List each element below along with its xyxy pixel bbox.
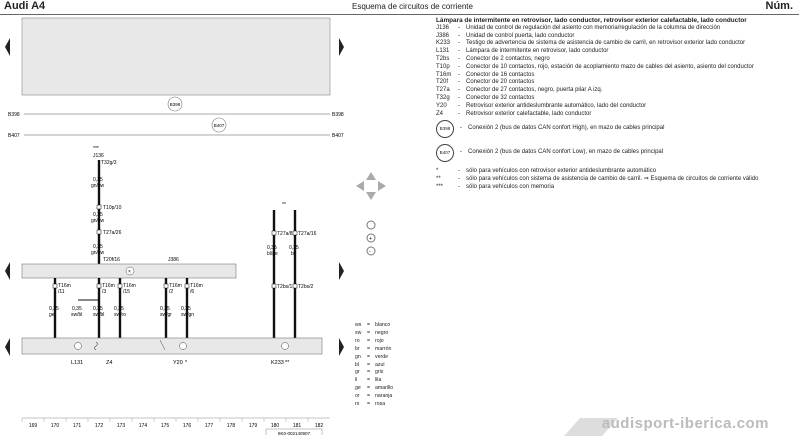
bus-node-b407-label: B407 bbox=[213, 123, 225, 128]
legend-item-desc: Conector de 32 contactos bbox=[466, 94, 535, 101]
color-abbr: bl bbox=[355, 361, 360, 368]
t16m-num: /3 bbox=[102, 289, 107, 295]
w3-size: 0,35 bbox=[93, 244, 103, 250]
legend-item-code: Z4 bbox=[436, 110, 444, 117]
color-code-row bbox=[355, 377, 393, 385]
nav-left-icon[interactable] bbox=[356, 181, 364, 191]
k233-label: K233 bbox=[271, 360, 284, 366]
watermark: audisport-iberica.com bbox=[601, 415, 769, 432]
legend-item bbox=[436, 103, 796, 111]
connection-circle: B407 bbox=[436, 144, 454, 162]
scale-label: 171 bbox=[72, 423, 82, 429]
w1-color: gn/sw bbox=[91, 183, 105, 189]
t16m-num: /11 bbox=[58, 289, 65, 295]
k-note: ** bbox=[282, 202, 286, 208]
column-scale bbox=[22, 418, 323, 429]
bus-label-left-b398: B398 bbox=[8, 112, 20, 118]
color-name: azul bbox=[375, 361, 385, 368]
scroll-right-icon-2[interactable] bbox=[339, 262, 344, 280]
color-code-table bbox=[355, 322, 393, 409]
k233-star: ** bbox=[285, 360, 290, 366]
legend-item-dash: - bbox=[458, 102, 460, 109]
t16m-size: 0,35 bbox=[93, 306, 103, 312]
scale-label: 180 bbox=[270, 423, 280, 429]
color-name: verde bbox=[375, 353, 388, 360]
legend-item-dash: - bbox=[458, 63, 460, 70]
w3-color: gn/sw bbox=[91, 250, 105, 256]
t2bs-1-label: T2bs/1 bbox=[277, 284, 293, 290]
color-eq: = bbox=[367, 393, 371, 400]
brand-title: Audi A4 bbox=[4, 0, 46, 12]
legend-item-dash: - bbox=[458, 40, 460, 47]
scroll-right-icon[interactable] bbox=[339, 38, 344, 56]
j136-label: J136 bbox=[93, 153, 104, 159]
legend-item-code: L131 bbox=[436, 48, 450, 55]
scroll-left-icon[interactable] bbox=[5, 38, 10, 56]
legend-item-desc: Unidad de control puerta, lado conductor bbox=[466, 32, 575, 39]
bus-label-right-b398: B398 bbox=[332, 112, 344, 118]
legend-item-desc: Conector de 27 contactos, negro, puerta pilar A izq. bbox=[466, 87, 603, 94]
legend-item-code: T10p bbox=[436, 63, 450, 70]
nav-down-icon[interactable] bbox=[366, 192, 376, 200]
legend-item bbox=[436, 25, 796, 33]
t2bs-2-connector bbox=[293, 284, 297, 288]
legend-item-code: T32g bbox=[436, 94, 450, 101]
nav-right-icon[interactable] bbox=[378, 181, 386, 191]
legend-item-dash: - bbox=[458, 71, 460, 78]
legend-item-dash: - bbox=[458, 94, 460, 101]
legend-item-dash: - bbox=[458, 87, 460, 94]
color-eq: = bbox=[367, 345, 371, 352]
scale-label: 169 bbox=[28, 423, 38, 429]
t20f-label: T20f/16 bbox=[103, 257, 120, 263]
t16m-connector bbox=[53, 284, 57, 288]
j136-note: *** bbox=[93, 146, 99, 152]
y20-label: Y20 bbox=[173, 360, 183, 366]
t27a-26-connector bbox=[97, 230, 101, 234]
legend-note-desc: sólo para vehículos con memoria bbox=[466, 183, 555, 190]
ext-pin-size: 0,35 bbox=[72, 306, 82, 312]
legend-note-dash: - bbox=[458, 168, 460, 175]
t16m-size: 0,35 bbox=[181, 306, 191, 312]
legend-note bbox=[436, 176, 796, 184]
t16m-size: 0,35 bbox=[160, 306, 170, 312]
zoom-in-plus: + bbox=[369, 236, 372, 242]
t16m-connector bbox=[97, 284, 101, 288]
color-name: marrón bbox=[375, 345, 392, 352]
scale-label: 179 bbox=[248, 423, 258, 429]
t27a-26-label: T27a/26 bbox=[103, 230, 122, 236]
color-code-row bbox=[355, 369, 393, 377]
legend-item-dash: - bbox=[458, 55, 460, 62]
t16m-color: sw/gr bbox=[160, 312, 172, 318]
t16m-connector bbox=[118, 284, 122, 288]
legend-item bbox=[436, 79, 796, 87]
color-code-row bbox=[355, 330, 393, 338]
t16m-size: 0,35 bbox=[49, 306, 59, 312]
legend-notes bbox=[436, 168, 796, 191]
color-abbr: br bbox=[355, 345, 360, 352]
legend-items bbox=[436, 25, 796, 119]
legend-connection-desc: Conexión 2 (bus de datos CAN confort Low), en mazo de cables principal bbox=[468, 149, 664, 156]
legend-note-code: ** bbox=[436, 176, 441, 183]
color-code-row bbox=[355, 346, 393, 354]
page-title: Esquema de circuitos de corriente bbox=[352, 2, 473, 11]
legend-item-code: Y20 bbox=[436, 102, 447, 109]
legend-panel bbox=[436, 17, 796, 192]
legend-item-code: J136 bbox=[436, 24, 450, 31]
legend-item-code: T27a bbox=[436, 87, 450, 94]
legend-item bbox=[436, 48, 796, 56]
scale-label: 172 bbox=[94, 423, 104, 429]
legend-item-dash: - bbox=[458, 79, 460, 86]
legend-item bbox=[436, 111, 796, 119]
color-name: amarillo bbox=[375, 385, 394, 392]
color-code-row bbox=[355, 322, 393, 330]
scale-label: 177 bbox=[204, 423, 214, 429]
legend-item-dash: - bbox=[458, 110, 460, 117]
color-name: blanco bbox=[375, 322, 391, 328]
w2-color: gn/sw bbox=[91, 218, 105, 224]
t16m-size: 0,35 bbox=[114, 306, 124, 312]
color-abbr: ro bbox=[355, 337, 360, 344]
w2-size: 0,35 bbox=[93, 212, 103, 218]
scale-label: 181 bbox=[292, 423, 302, 429]
legend-item-code: T16m bbox=[436, 71, 452, 78]
zoom-icon[interactable] bbox=[367, 221, 375, 229]
t16m-pin-group bbox=[49, 278, 203, 338]
t16m-name: T16m bbox=[190, 283, 203, 289]
color-code-row bbox=[355, 385, 393, 393]
color-abbr: ge bbox=[355, 385, 361, 392]
bus-label-right-b407: B407 bbox=[332, 133, 344, 139]
header-bar bbox=[0, 0, 799, 15]
t2bs-1-connector bbox=[272, 284, 276, 288]
t16m-name: T16m bbox=[102, 283, 115, 289]
legend-item-desc: Conector de 20 contactos bbox=[466, 79, 535, 86]
scroll-left-icon-2[interactable] bbox=[5, 262, 10, 280]
color-code-row bbox=[355, 354, 393, 362]
w4-size: 0,35 bbox=[267, 245, 277, 251]
scale-label: 178 bbox=[226, 423, 236, 429]
t16m-name: T16m bbox=[58, 283, 71, 289]
t16m-name: T16m bbox=[123, 283, 136, 289]
color-name: rojo bbox=[375, 337, 384, 344]
legend-item bbox=[436, 40, 796, 48]
legend-title: Lámpara de intermitente en retrovisor, lado conductor, retrovisor exterior calefactable, lado conductor bbox=[436, 17, 747, 24]
color-eq: = bbox=[367, 377, 371, 384]
t16m-num: /15 bbox=[123, 289, 130, 295]
legend-item bbox=[436, 87, 796, 95]
color-code-row bbox=[355, 401, 393, 409]
component-bar bbox=[22, 338, 322, 354]
t16m-connector bbox=[164, 284, 168, 288]
w1-size: 0,35 bbox=[93, 177, 103, 183]
legend-item-dash: - bbox=[458, 32, 460, 39]
legend-circles bbox=[436, 120, 796, 162]
j136-pin: T32g/3 bbox=[101, 160, 117, 166]
j386-cross-icon: × bbox=[128, 269, 131, 275]
legend-item-code: T20f bbox=[436, 79, 449, 86]
legend-item-desc: Testigo de advertencia de sistema de asistencia de cambio de carril, en retrovisor exterior lado conductor bbox=[466, 40, 746, 47]
color-name: naranja bbox=[375, 393, 393, 400]
legend-note-desc: sólo para vehículos con retrovisor exterior antideslumbrante automático bbox=[466, 168, 657, 175]
zoom-out-minus: - bbox=[369, 249, 371, 255]
scroll-left-icon-3[interactable] bbox=[5, 338, 10, 356]
color-abbr: gr bbox=[355, 369, 360, 376]
j386-label: J386 bbox=[168, 257, 179, 263]
color-abbr: ws bbox=[355, 322, 362, 328]
t16m-color: ge bbox=[49, 312, 55, 318]
color-abbr: or bbox=[355, 393, 360, 400]
connection-circle: B398 bbox=[436, 120, 454, 138]
color-eq: = bbox=[367, 385, 371, 392]
legend-item-code: J386 bbox=[436, 32, 450, 39]
color-code-row bbox=[355, 393, 393, 401]
legend-item bbox=[436, 95, 796, 103]
color-abbr: gn bbox=[355, 353, 361, 360]
t16m-name: T16m bbox=[169, 283, 182, 289]
legend-connection-dash: - bbox=[460, 125, 462, 132]
legend-item-desc: Conector de 10 contactos, rojo, estación de acoplamiento mazo de cables del asiento, asiento del conductor bbox=[466, 63, 754, 70]
z4-label: Z4 bbox=[106, 360, 113, 366]
w5-color: br bbox=[291, 251, 296, 257]
legend-note-code: *** bbox=[436, 183, 444, 190]
t16m-connector bbox=[185, 284, 189, 288]
t27a-8-connector bbox=[272, 231, 276, 235]
scroll-right-icon-3[interactable] bbox=[339, 338, 344, 356]
t16m-color: sw/ro bbox=[114, 312, 126, 318]
color-abbr: sw bbox=[355, 329, 362, 336]
legend-connection bbox=[436, 144, 796, 162]
t10p-connector bbox=[97, 205, 101, 209]
scale-label: 176 bbox=[182, 423, 192, 429]
legend-item-desc: Conector de 16 contactos bbox=[466, 71, 535, 78]
legend-item bbox=[436, 72, 796, 80]
legend-note-code: * bbox=[436, 168, 439, 175]
legend-item-code: T2bs bbox=[436, 55, 450, 62]
legend-item-desc: Conector de 2 contactos, negro bbox=[466, 55, 550, 62]
legend-item-desc: Lámpara de intermitente en retrovisor, lado conductor bbox=[466, 48, 609, 55]
legend-item-desc: Unidad de control de regulación del asiento con memoria/regulación de la columna de dirección bbox=[466, 24, 721, 31]
legend-note bbox=[436, 168, 796, 176]
t16m-color: sw/gn bbox=[181, 312, 195, 318]
color-name: negro bbox=[375, 329, 389, 336]
number-label: Núm. bbox=[765, 0, 793, 12]
color-eq: = bbox=[367, 329, 371, 336]
docnum: 8K0-002140907 bbox=[277, 431, 311, 435]
w4-color: bl/ge bbox=[267, 251, 278, 257]
legend-note-dash: - bbox=[458, 183, 460, 190]
bus-label-left-b407: B407 bbox=[8, 133, 20, 139]
upper-panel bbox=[22, 18, 330, 95]
legend-note-dash: - bbox=[458, 176, 460, 183]
nav-up-icon[interactable] bbox=[366, 172, 376, 180]
legend-item-dash: - bbox=[458, 48, 460, 55]
t16m-num: /6 bbox=[190, 289, 195, 295]
color-eq: = bbox=[367, 369, 371, 376]
legend-connection-dash: - bbox=[460, 149, 462, 156]
t16m-num: /2 bbox=[169, 289, 174, 295]
legend-connection bbox=[436, 120, 796, 138]
color-eq: = bbox=[367, 361, 371, 368]
scale-label: 174 bbox=[138, 423, 148, 429]
color-code-row bbox=[355, 338, 393, 346]
legend-item-dash: - bbox=[458, 24, 460, 31]
legend-item-desc: Retrovisor exterior antideslumbrante automático, lado del conductor bbox=[466, 102, 647, 109]
color-eq: = bbox=[367, 401, 371, 408]
color-eq: = bbox=[367, 337, 371, 344]
scale-label: 182 bbox=[314, 423, 324, 429]
t10p-label: T10p/10 bbox=[103, 205, 122, 211]
legend-item-desc: Retrovisor exterior calefactable, lado conductor bbox=[466, 110, 592, 117]
color-eq: = bbox=[367, 353, 371, 360]
t27a-16-connector bbox=[293, 231, 297, 235]
legend-item bbox=[436, 64, 796, 72]
l131-label: L131 bbox=[71, 360, 84, 366]
t27a-8-label: T27a/8 bbox=[277, 231, 293, 237]
legend-connection-desc: Conexión 2 (bus de datos CAN confort High), en mazo de cables principal bbox=[468, 125, 665, 132]
ext-pin-color: sw/bl bbox=[71, 312, 83, 318]
legend-item bbox=[436, 33, 796, 41]
scale-label: 170 bbox=[50, 423, 60, 429]
k233-lamp-symbol bbox=[282, 343, 289, 350]
t2bs-2-label: T2bs/2 bbox=[298, 284, 314, 290]
color-abbr: rs bbox=[355, 401, 360, 408]
y20-star: * bbox=[185, 360, 188, 366]
legend-item-code: K233 bbox=[436, 40, 451, 47]
color-name: rosa bbox=[375, 401, 386, 408]
color-name: lila bbox=[375, 377, 382, 384]
w5-size: 0,35 bbox=[289, 245, 299, 251]
l131-lamp-symbol bbox=[75, 343, 82, 350]
t16m-color: sw/bl bbox=[93, 312, 105, 318]
legend-note-desc: sólo para vehículos con sistema de asistencia de cambio de carril. ⇒ Esquema de circuitos de corriente válido bbox=[466, 176, 759, 183]
scale-label: 173 bbox=[116, 423, 126, 429]
color-code-row bbox=[355, 362, 393, 370]
t27a-16-label: T27a/16 bbox=[298, 231, 317, 237]
color-name: gris bbox=[375, 369, 384, 376]
color-abbr: li bbox=[355, 377, 358, 384]
legend-item bbox=[436, 56, 796, 64]
bus-node-b398-label: B398 bbox=[169, 102, 181, 107]
legend-note bbox=[436, 184, 796, 192]
y20-symbol bbox=[180, 343, 187, 350]
color-eq: = bbox=[367, 322, 371, 328]
scale-label: 175 bbox=[160, 423, 170, 429]
